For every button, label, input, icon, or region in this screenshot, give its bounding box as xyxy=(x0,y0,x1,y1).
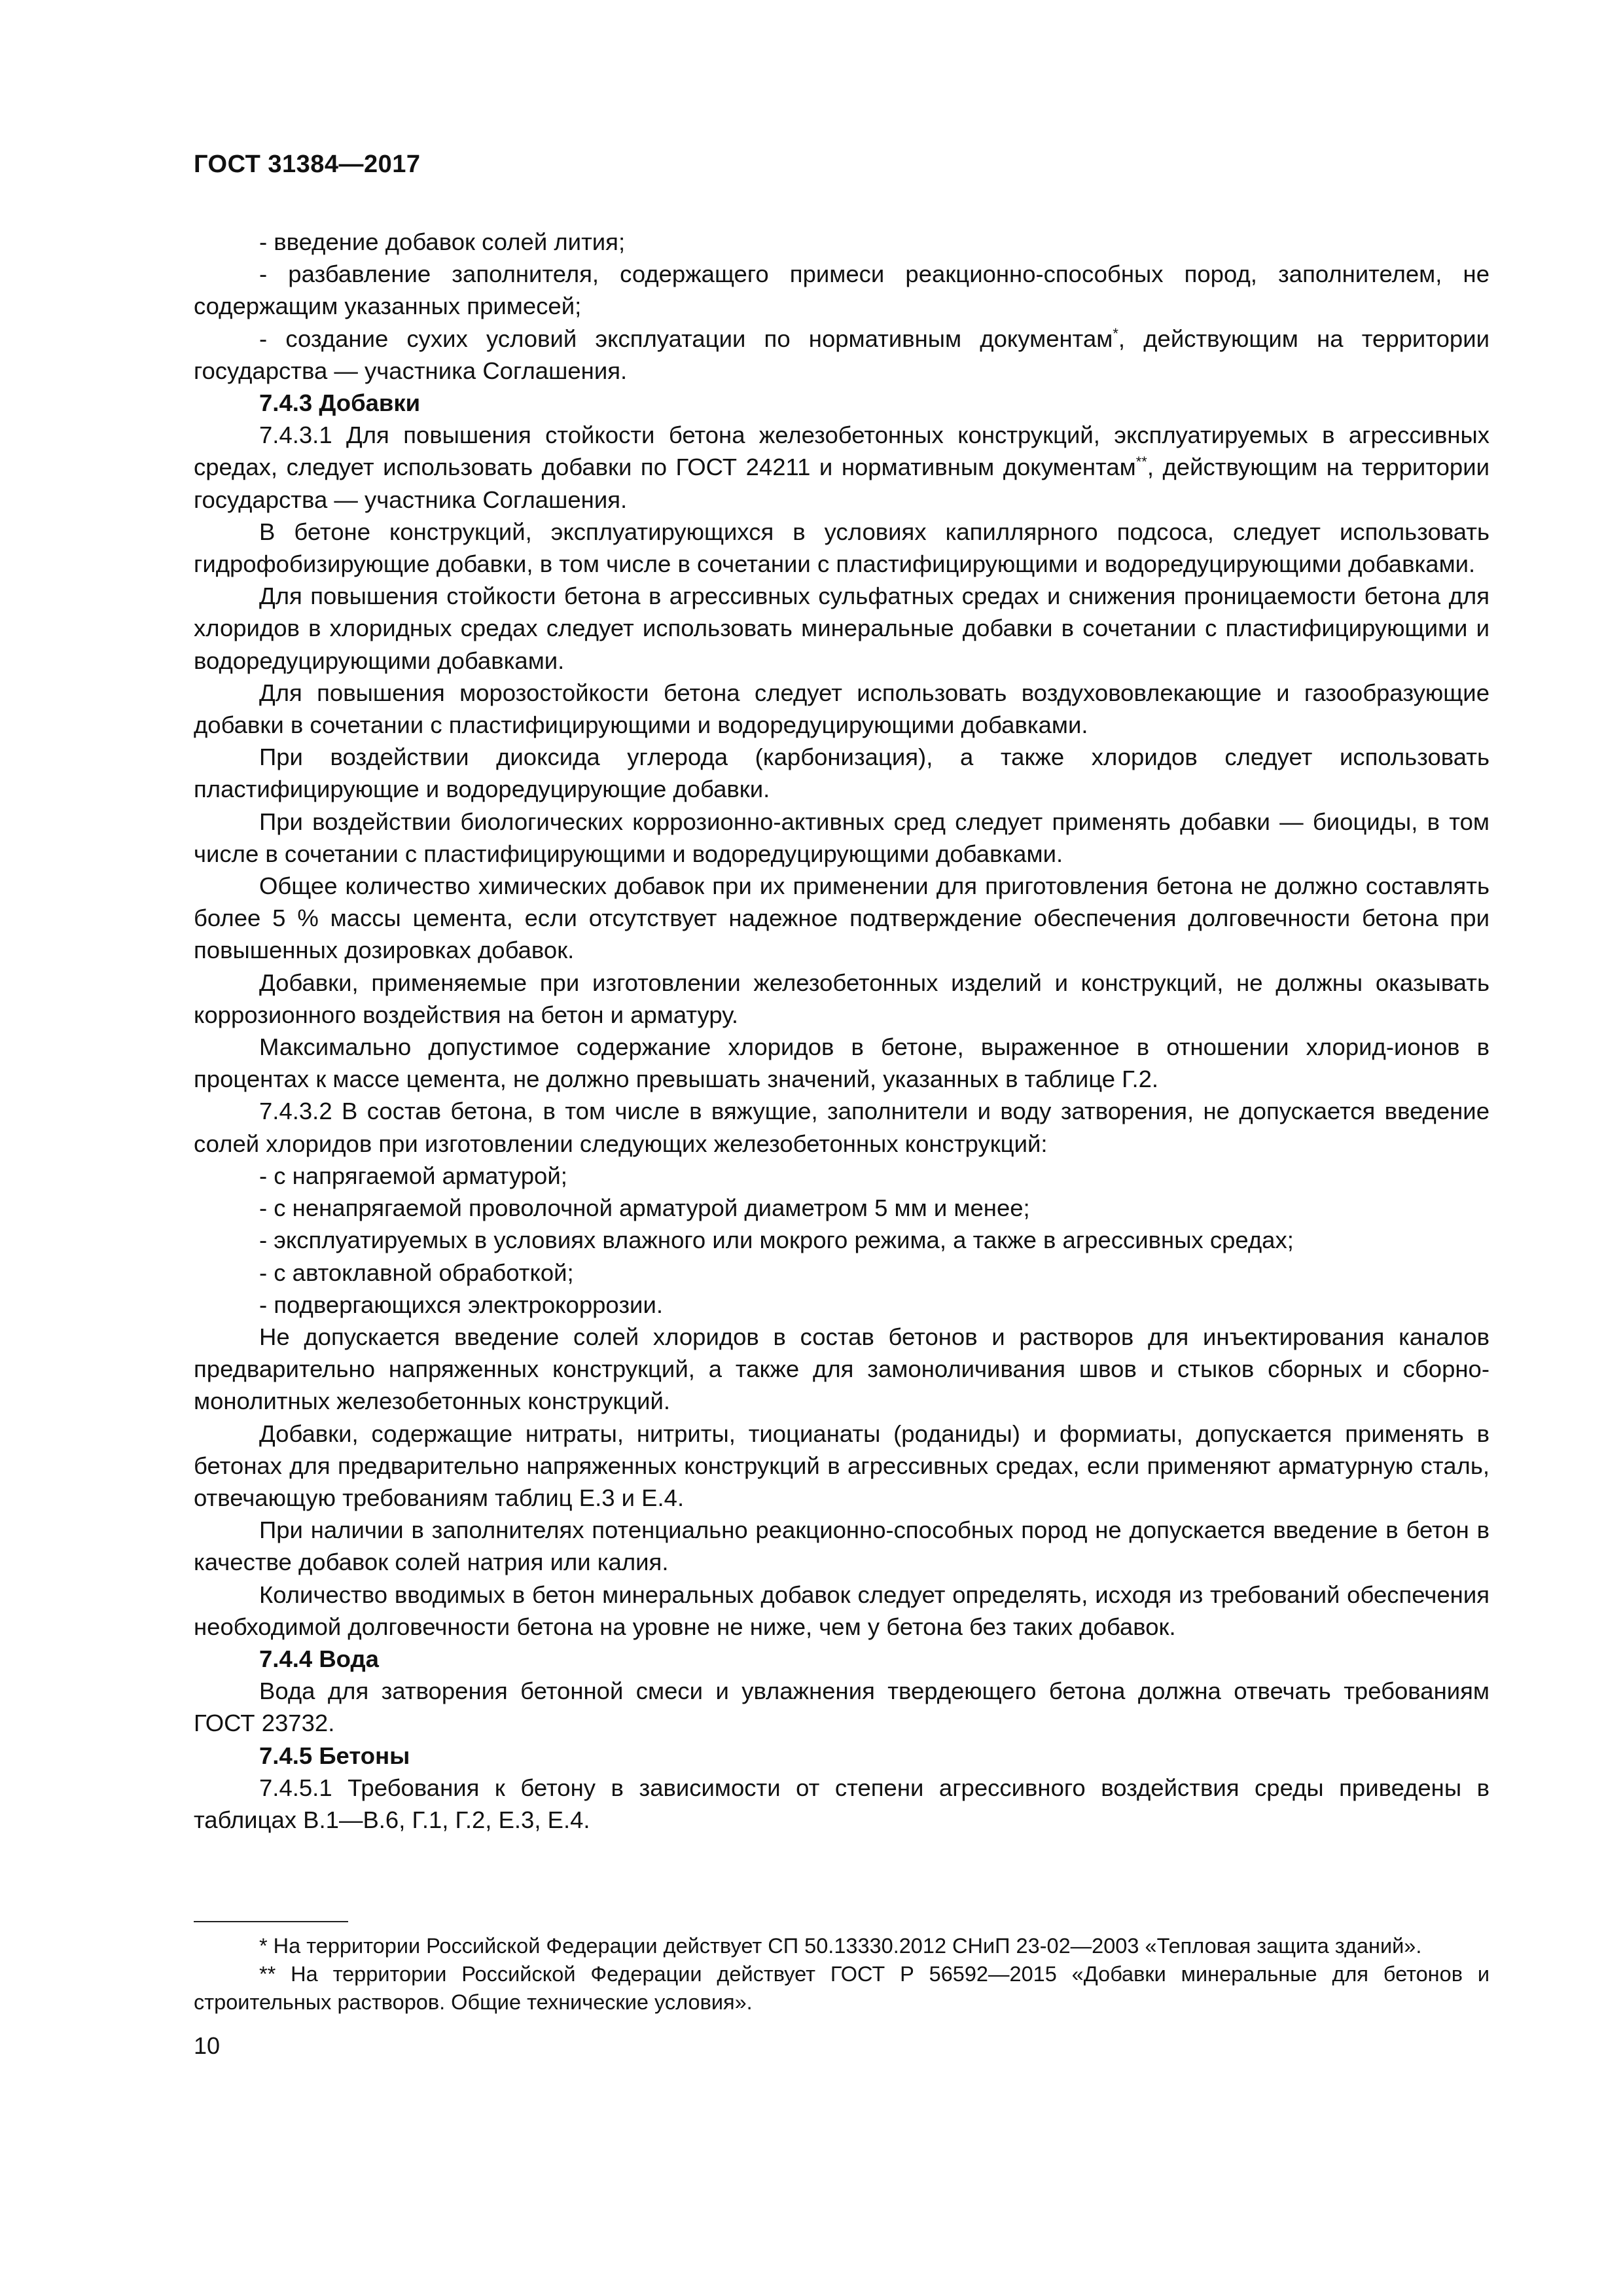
paragraph: В бетоне конструкций, эксплуатирующихся в условиях капиллярного подсоса, следует использовать гидрофобизирующие добавки, в том числе в сочетании с пластифицирующими и водоредуцирующими добавками. xyxy=(194,518,1489,578)
list-item: - введение добавок солей лития; xyxy=(259,228,626,255)
footnote-separator xyxy=(194,1921,348,1922)
list-item: - с напрягаемой арматурой; xyxy=(259,1162,567,1189)
paragraph: При воздействии диоксида углерода (карбонизация), а также хлоридов следует использовать пластифицирующие и водоредуцирующие добавки. xyxy=(194,744,1489,803)
section-heading-7-4-3: 7.4.3 Добавки xyxy=(259,389,421,417)
document-header: ГОСТ 31384—2017 xyxy=(194,151,421,178)
list-item: - эксплуатируемых в условиях влажного или мокрого режима, а также в агрессивных средах; xyxy=(259,1227,1294,1254)
section-heading-7-4-4: 7.4.4 Вода xyxy=(259,1645,379,1672)
footnote xyxy=(194,1960,1489,2017)
footnote-text: На территории Российской Федерации действует СП 50.13330.2012 СНиП 23-02—2003 «Тепловая защита зданий». xyxy=(267,1934,1422,1958)
paragraph: При наличии в заполнителях потенциально реакционно-способных пород не допускается введение в бетон в качестве добавок солей натрия или калия. xyxy=(194,1516,1489,1576)
paragraph: При воздействии биологических коррозионно-активных сред следует применять добавки — биоциды, в том числе в сочетании с пластифицирующими и водоредуцирующими добавками. xyxy=(194,808,1489,867)
paragraph: Для повышения морозостойкости бетона следует использовать воздухововлекающие и газообразующие добавки в сочетании с пластифицирующими и водоредуцирующими добавками. xyxy=(194,679,1489,739)
paragraph: Максимально допустимое содержание хлоридов в бетоне, выраженное в отношении хлорид-ионов в процентах к массе цемента, не должно превышать значений, указанных в таблице Г.2. xyxy=(194,1033,1489,1093)
list-item-text-tail: , действующим на территории государства — участника Соглашения. xyxy=(194,325,1489,384)
paragraph: Добавки, применяемые при изготовлении железобетонных изделий и конструкций, не должны оказывать коррозионного воздействия на бетон и арматуру. xyxy=(194,969,1489,1028)
paragraph: Вода для затворения бетонной смеси и увлажнения твердеющего бетона должна отвечать требованиям ГОСТ 23732. xyxy=(194,1677,1489,1737)
footnote-marker: * xyxy=(259,1934,268,1958)
list-item: - разбавление заполнителя, содержащего примеси реакционно-способных пород, заполнителем, не содержащим указанных примесей; xyxy=(194,260,1489,320)
main-text xyxy=(194,226,1489,1836)
paragraph: 7.4.3.2 В состав бетона, в том числе в вяжущие, заполнители и воду затворения, не допускается введение солей хлоридов при изготовлении следующих железобетонных конструкций: xyxy=(194,1098,1489,1157)
footnote-marker: ** xyxy=(1135,454,1147,471)
paragraph: Количество вводимых в бетон минеральных добавок следует определять, исходя из требований обеспечения необходимой долговечности бетона на уровне не ниже, чем у бетона без таких добавок. xyxy=(194,1581,1489,1640)
paragraph: Для повышения стойкости бетона в агрессивных сульфатных средах и снижения проницаемости бетона для хлоридов в хлоридных средах следует использовать минеральные добавки в сочетании с пластифицирующими и водоредуцирующими добавками. xyxy=(194,583,1489,674)
section-heading-7-4-5: 7.4.5 Бетоны xyxy=(259,1742,410,1769)
paragraph: Добавки, содержащие нитраты, нитриты, тиоцианаты (роданиды) и формиаты, допускается применять в бетонах для предварительно напряженных конструкций в агрессивных средах, если применяют арматурную сталь, отвечающую требованиям таблиц Е.3 и Е.4. xyxy=(194,1420,1489,1511)
paragraph: 7.4.5.1 Требования к бетону в зависимости от степени агрессивного воздействия среды приведены в таблицах В.1—В.6, Г.1, Г.2, Е.3, Е.4. xyxy=(194,1774,1489,1833)
paragraph-text: 7.4.3.1 Для повышения стойкости бетона железобетонных конструкций, эксплуатируемых в агрессивных средах, следует использовать добавки по ГОСТ 24211 и нормативным документам xyxy=(194,422,1489,481)
paragraph: Не допускается введение солей хлоридов в состав бетонов и растворов для инъектирования каналов предварительно напряженных конструкций, а также для замоноличивания швов и стыков сборных и сборно-монолитных железобетонных конструкций. xyxy=(194,1323,1489,1415)
paragraph xyxy=(194,419,1489,516)
paragraph-text-tail: , действующим на территории государства — участника Соглашения. xyxy=(194,454,1489,513)
list-item: - подвергающихся электрокоррозии. xyxy=(259,1291,663,1318)
list-item xyxy=(194,323,1489,387)
footnote-text: На территории Российской Федерации действует ГОСТ Р 56592—2015 «Добавки минеральные для бетонов и строительных растворов. Общие технические условия». xyxy=(194,1962,1489,2014)
list-item-text: - создание сухих условий эксплуатации по нормативным документам xyxy=(259,325,1113,352)
footnote-marker: * xyxy=(1113,325,1118,342)
list-item: - с автоклавной обработкой; xyxy=(259,1259,574,1286)
paragraph: Общее количество химических добавок при их применении для приготовления бетона не должно составлять более 5 % массы цемента, если отсутствует надежное подтверждение обеспечения долговечности бетона при повышенных дозировках добавок. xyxy=(194,872,1489,964)
footnotes xyxy=(194,1932,1489,2017)
page-number: 10 xyxy=(194,2032,221,2059)
list-item: - с ненапрягаемой проволочной арматурой диаметром 5 мм и менее; xyxy=(259,1194,1030,1222)
footnote xyxy=(194,1932,1489,1960)
footnote-marker: ** xyxy=(259,1962,276,1986)
